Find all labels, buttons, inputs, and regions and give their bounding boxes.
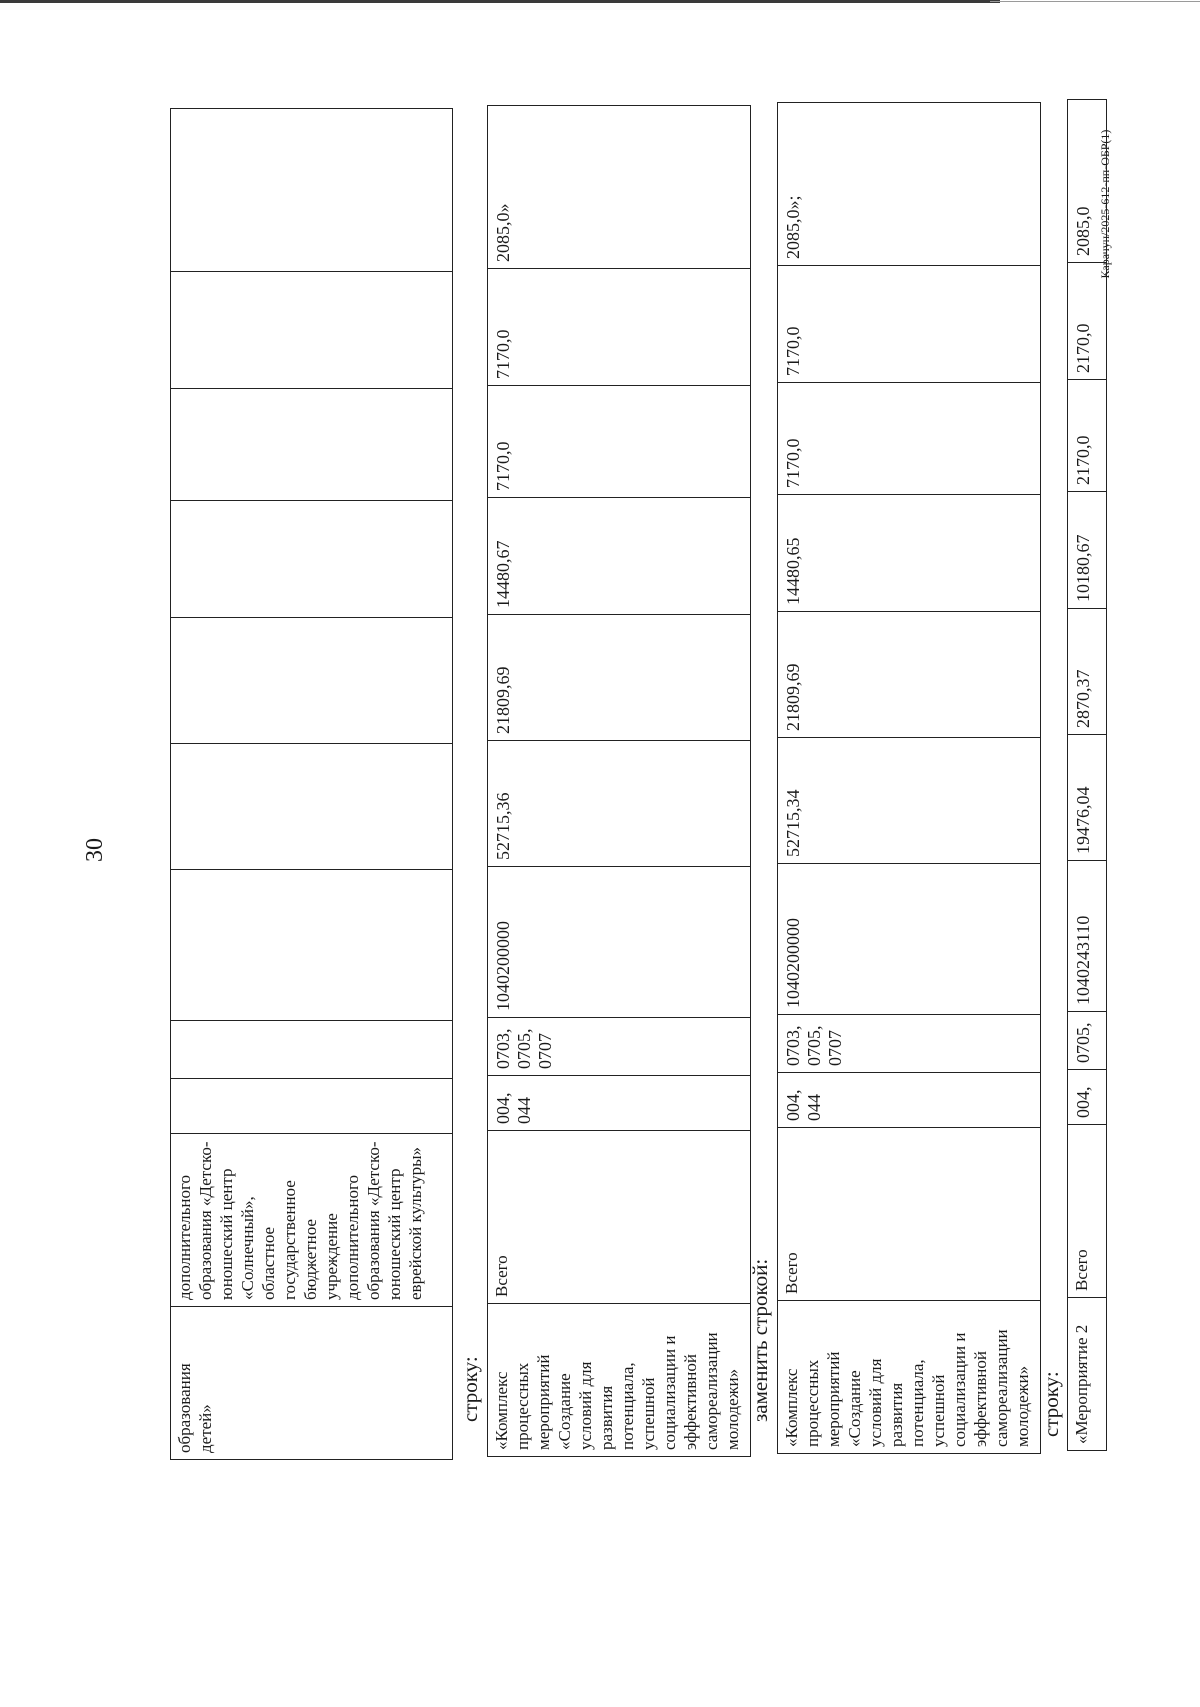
cell-year-1: 2870,37 — [1068, 608, 1106, 734]
cell-year-3: 7170,0 — [488, 385, 750, 497]
cell-year-1: 21809,69 — [778, 611, 1040, 737]
cell-year-3: 7170,0 — [778, 382, 1040, 494]
cell-empty — [171, 500, 452, 617]
cell-empty — [171, 1078, 452, 1133]
cell-year-5: 2085,0 — [1073, 206, 1093, 256]
scan-top-edge-faint — [990, 1, 1200, 2]
cell-source: Всего — [1068, 1124, 1106, 1297]
table-row-old — [487, 105, 751, 1457]
cell-source: Всего — [488, 1130, 750, 1303]
cell-year-4: 7170,0 — [778, 265, 1040, 382]
cell-grbs: 004, — [1068, 1069, 1106, 1124]
cell-csr: 1040200000 — [778, 863, 1040, 1014]
cell-total: 52715,34 — [778, 737, 1040, 863]
cell-rzpr: 0705, — [1068, 1011, 1106, 1069]
cell-name: образования детей» — [171, 1306, 452, 1459]
cell-rzpr: 0703, 0705, 0707 — [778, 1014, 1040, 1072]
cell-year-4: 7170,0 — [488, 268, 750, 385]
cell-empty — [171, 109, 452, 271]
cell-name: «Комплекс процессных мероприятий «Создание условий для развития потенциала, успешной социализации и эффективной самореализации молодежи» — [488, 1303, 750, 1456]
scan-top-edge — [0, 0, 1000, 3]
cell-year-3: 2170,0 — [1068, 379, 1106, 491]
cell-grbs: 004, 044 — [488, 1075, 750, 1130]
cell-rzpr: 0703, 0705, 0707 — [488, 1017, 750, 1075]
cell-grbs: 004, 044 — [778, 1072, 1040, 1127]
label-row-old-2: строку: — [1039, 1371, 1063, 1437]
label-row-new: заменить строкой: — [748, 1258, 772, 1422]
document-code: Карачун/2025-612-пп-ОБР(1) — [1098, 129, 1112, 279]
cell-year-2: 14480,67 — [488, 497, 750, 614]
rotated-page-content — [0, 7, 1200, 1707]
cell-name: «Комплекс процессных мероприятий «Создание условий для развития потенциала, успешной социализации и эффективной самореализации молодежи» — [778, 1300, 1040, 1453]
cell-empty — [171, 271, 452, 388]
cell-total: 19476,04 — [1068, 734, 1106, 860]
cell-executor: дополнительного образования «Детско-юношеский центр «Солнечный», областное государственное бюджетное учреждение дополнительного образования «Детско-юношеский центр еврейской культуры» — [171, 1133, 452, 1306]
table-row-new — [777, 102, 1041, 1454]
cell-year-5: 2085,0»; — [783, 195, 803, 259]
cell-source: Всего — [778, 1127, 1040, 1300]
cell-year-2: 14480,65 — [778, 494, 1040, 611]
cell-empty — [171, 869, 452, 1020]
cell-empty — [171, 743, 452, 869]
page-number: 30 — [82, 838, 108, 862]
cell-empty — [171, 617, 452, 743]
table-row-continuation — [170, 108, 453, 1460]
cell-name: «Мероприятие 2 — [1068, 1297, 1106, 1450]
cell-empty — [171, 388, 452, 500]
cell-total: 52715,36 — [488, 740, 750, 866]
cell-empty — [171, 1020, 452, 1078]
cell-year-1: 21809,69 — [488, 614, 750, 740]
cell-year-2: 10180,67 — [1068, 491, 1106, 608]
cell-year-4: 2170,0 — [1068, 262, 1106, 379]
table-row-old-2 — [1067, 99, 1107, 1451]
cell-csr: 1040200000 — [488, 866, 750, 1017]
cell-year-5: 2085,0» — [493, 203, 513, 262]
cell-csr: 1040243110 — [1068, 860, 1106, 1011]
label-row-old: строку: — [458, 1356, 482, 1422]
